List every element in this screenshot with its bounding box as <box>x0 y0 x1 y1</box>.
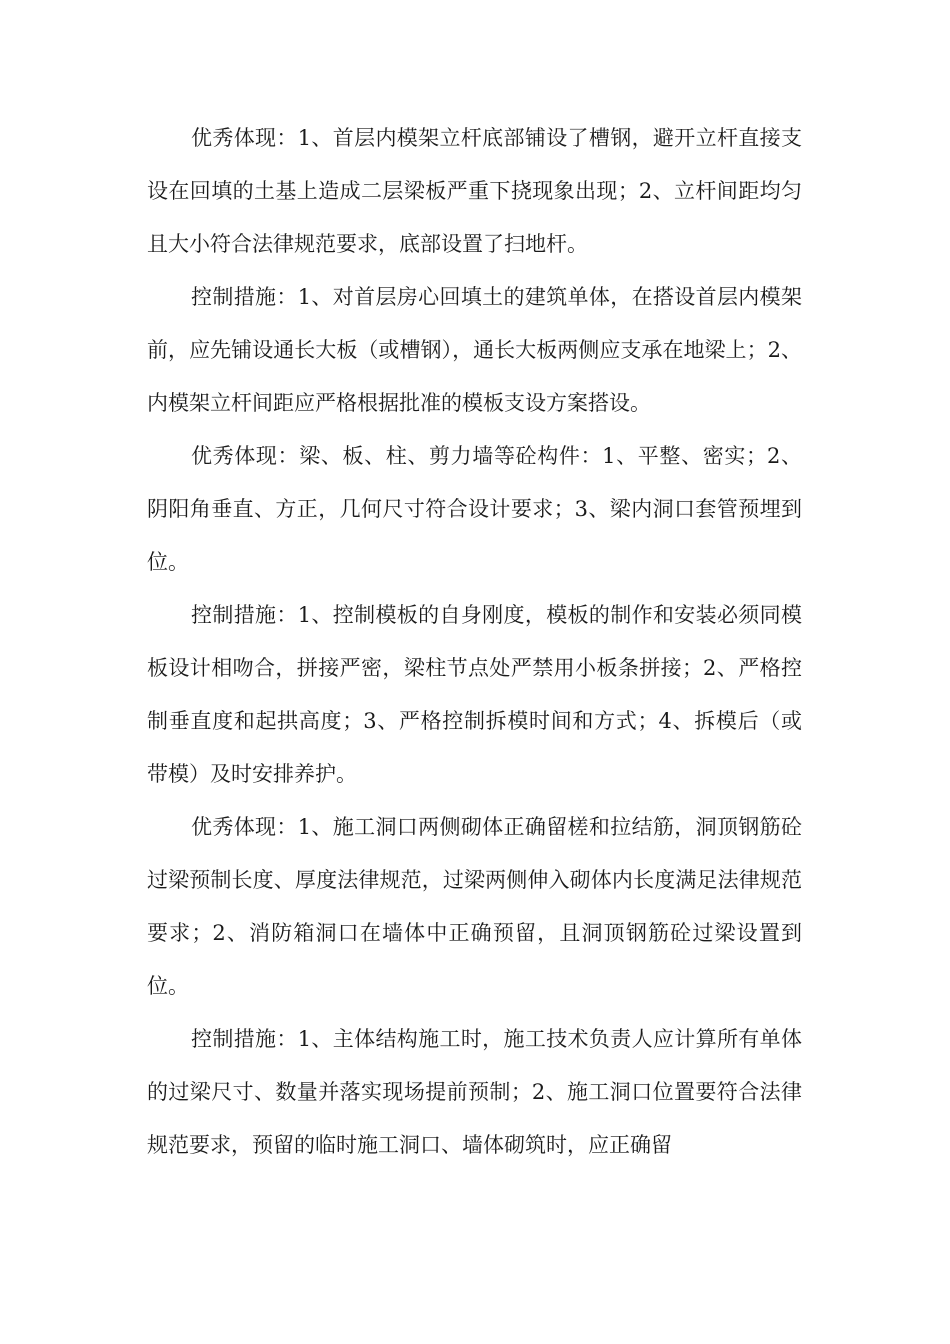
paragraph-control-1: 控制措施：1、对首层房心回填土的建筑单体，在搭设首层内模架前，应先铺设通长大板（或槽钢），通长大板两侧应支承在地梁上；2、内模架立杆间距应严格根据批准的模板支设方案搭设。 <box>147 285 802 415</box>
paragraph-control-2: 控制措施：1、控制模板的自身刚度，模板的制作和安装必须同模板设计相吻合，拼接严密，梁柱节点处严禁用小板条拼接；2、严格控制垂直度和起拱高度；3、严格控制拆模时间和方式；4、拆模后（或带模）及时安排养护。 <box>147 603 802 786</box>
document-body <box>147 112 802 1172</box>
paragraph-excellent-1: 优秀体现：1、首层内模架立杆底部铺设了槽钢，避开立杆直接支设在回填的土基上造成二层梁板严重下挠现象出现；2、立杆间距均匀且大小符合法律规范要求，底部设置了扫地杆。 <box>147 126 802 256</box>
paragraph-excellent-3: 优秀体现：1、施工洞口两侧砌体正确留槎和拉结筋，洞顶钢筋砼过梁预制长度、厚度法律规范，过梁两侧伸入砌体内长度满足法律规范要求；2、消防箱洞口在墙体中正确预留，且洞顶钢筋砼过梁设置到位。 <box>147 815 802 998</box>
paragraph-control-3: 控制措施：1、主体结构施工时，施工技术负责人应计算所有单体的过梁尺寸、数量并落实现场提前预制；2、施工洞口位置要符合法律规范要求，预留的临时施工洞口、墙体砌筑时，应正确留 <box>147 1027 802 1157</box>
paragraph-excellent-2: 优秀体现：梁、板、柱、剪力墙等砼构件：1、平整、密实；2、阴阳角垂直、方正，几何尺寸符合设计要求；3、梁内洞口套管预埋到位。 <box>147 444 802 574</box>
